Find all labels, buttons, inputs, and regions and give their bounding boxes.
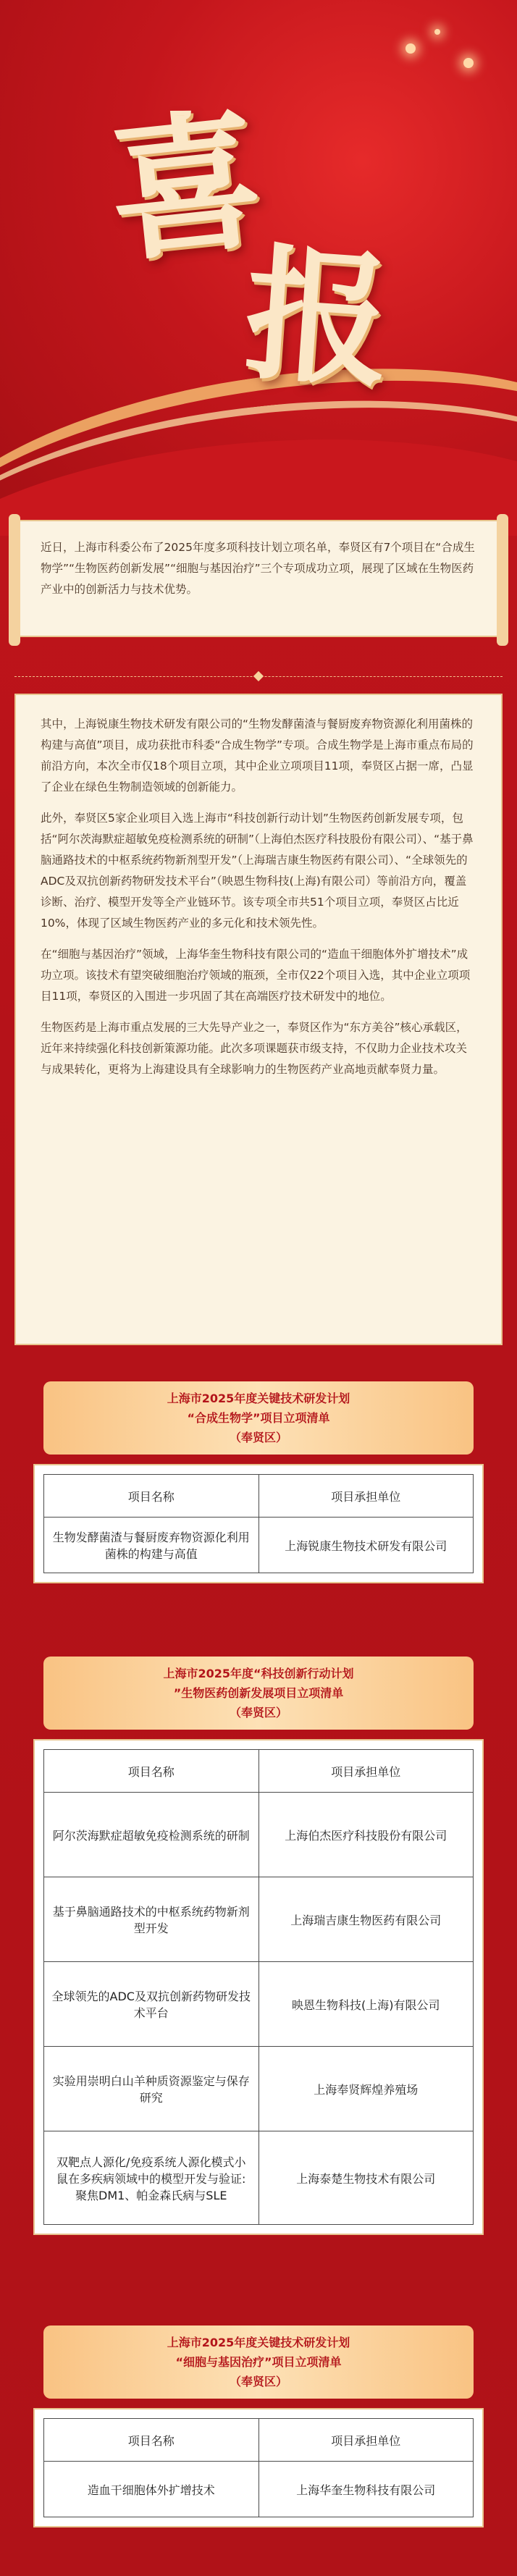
table-row xyxy=(44,1518,474,1573)
divider xyxy=(14,676,503,677)
section-title-line: （奉贤区） xyxy=(229,1431,287,1444)
sparkle-icon xyxy=(405,43,416,54)
section-title-line: （奉贤区） xyxy=(229,2375,287,2388)
hero-title xyxy=(101,65,413,408)
project-table-wrap xyxy=(33,1739,484,2235)
column-header: 项目承担单位 xyxy=(258,1475,474,1518)
column-header: 项目承担单位 xyxy=(258,2419,474,2462)
paragraph: 此外，奉贤区5家企业项目入选上海市“科技创新行动计划”生物医药创新发展专项，包括“阿尔茨海默症超敏免疫检测系统的研制”（上海伯杰医疗科技股份有限公司）、“基于鼻脑通路技术的中枢系统药物新剂型开发”（上海瑞吉康生物医药有限公司）、“全球领先的ADC及双抗创新药物研发技术平台”（映恩生物科技(上海)有限公司）等前沿方向，覆盖诊断、治疗、模型开发等全产业链环节。该专项全市共51个项目立项，奉贤区占比近10%，体现了区域生物医药产业的多元化和技术领先性。 xyxy=(41,812,474,930)
intro-text: 近日，上海市科委公布了2025年度多项科技计划立项名单，奉贤区有7个项目在“合成生物学”“生物医药创新发展”“细胞与基因治疗”三个专项成功立项，展现了区域在生物医药产业中的创新活力与技术优势。 xyxy=(41,541,475,596)
table-row xyxy=(44,2131,474,2225)
project-name-cell: 造血干细胞体外扩增技术 xyxy=(44,2462,259,2517)
table-header-row xyxy=(44,1750,474,1793)
sparkle-icon xyxy=(434,29,440,35)
table-header-row xyxy=(44,1475,474,1518)
intro-scroll xyxy=(14,520,503,637)
project-table xyxy=(43,1474,474,1573)
section-title-line: 上海市2025年度“科技创新行动计划 xyxy=(163,1667,354,1680)
section-title-line: ”生物医药创新发展项目立项清单 xyxy=(173,1686,344,1700)
section-header xyxy=(43,1657,474,1730)
column-header: 项目名称 xyxy=(44,1750,259,1793)
paragraph: 在“细胞与基因治疗”领域，上海华奎生物科技有限公司的“造血干细胞体外扩增技术”成功立项。该技术有望突破细胞治疗领域的瓶颈，全市仅22个项目入选，其中企业立项项目11项，奉贤区的入围进一步巩固了其在高端医疗技术研发中的地位。 xyxy=(41,948,471,1003)
project-name-cell: 基于鼻脑通路技术的中枢系统药物新剂型开发 xyxy=(44,1877,259,1962)
section-title-line: “细胞与基因治疗”项目立项清单 xyxy=(175,2355,342,2369)
divider-dot xyxy=(253,671,264,681)
article-body xyxy=(14,694,503,1345)
section-title-line: 上海市2025年度关键技术研发计划 xyxy=(167,1392,350,1405)
paragraph: 其中，上海锐康生物技术研发有限公司的“生物发酵菌渣与餐厨废弃物资源化利用菌株的构建与高值”项目，成功获批市科委“合成生物学”专项。合成生物学是上海市重点布局的前沿方向，本次全市仅18个项目立项，其中企业立项项目11项，奉贤区占据一席，凸显了企业在绿色生物制造领域的创新能力。 xyxy=(41,717,474,794)
project-unit-cell: 上海泰楚生物技术有限公司 xyxy=(258,2131,474,2225)
table-header-row xyxy=(44,2419,474,2462)
hero-char: 喜 xyxy=(101,89,272,284)
table-row xyxy=(44,1793,474,1877)
section-title-line: “合成生物学”项目立项清单 xyxy=(187,1411,330,1425)
table-row xyxy=(44,1877,474,1962)
project-table-wrap xyxy=(33,2408,484,2527)
table-row xyxy=(44,1962,474,2047)
project-unit-cell: 上海锐康生物技术研发有限公司 xyxy=(258,1518,474,1573)
project-name-cell: 全球领先的ADC及双抗创新药物研发技术平台 xyxy=(44,1962,259,2047)
column-header: 项目名称 xyxy=(44,1475,259,1518)
project-name-cell: 生物发酵菌渣与餐厨废弃物资源化利用菌株的构建与高值 xyxy=(44,1518,259,1573)
hero-char: 报 xyxy=(239,228,396,408)
project-unit-cell: 映恩生物科技(上海)有限公司 xyxy=(258,1962,474,2047)
project-name-cell: 阿尔茨海默症超敏免疫检测系统的研制 xyxy=(44,1793,259,1877)
table-row xyxy=(44,2047,474,2131)
section-title-line: （奉贤区） xyxy=(229,1706,287,1720)
paragraph: 生物医药是上海市重点发展的三大先导产业之一，奉贤区作为“东方美谷”核心承载区，近年来持续强化科技创新策源功能。此次多项课题获市级支持，不仅助力企业技术攻关与成果转化，更将为上海建设具有全球影响力的生物医药产业高地贡献奉贤力量。 xyxy=(41,1021,468,1076)
project-unit-cell: 上海瑞吉康生物医药有限公司 xyxy=(258,1877,474,1962)
project-table xyxy=(43,1749,474,2225)
hero-banner xyxy=(0,0,517,536)
column-header: 项目承担单位 xyxy=(258,1750,474,1793)
sparkle-icon xyxy=(463,58,474,68)
project-unit-cell: 上海伯杰医疗科技股份有限公司 xyxy=(258,1793,474,1877)
column-header: 项目名称 xyxy=(44,2419,259,2462)
project-unit-cell: 上海奉贤辉煌养殖场 xyxy=(258,2047,474,2131)
section-header xyxy=(43,2325,474,2399)
table-row xyxy=(44,2462,474,2517)
section-title-line: 上海市2025年度关键技术研发计划 xyxy=(167,2336,350,2349)
project-table xyxy=(43,2418,474,2517)
section-header xyxy=(43,1381,474,1455)
project-unit-cell: 上海华奎生物科技有限公司 xyxy=(258,2462,474,2517)
project-name-cell: 实验用崇明白山羊种质资源鉴定与保存研究 xyxy=(44,2047,259,2131)
project-name-cell: 双靶点人源化/免疫系统人源化模式小鼠在多疾病领域中的模型开发与验证: 聚焦DM1、帕金森氏病与SLE xyxy=(44,2131,259,2225)
project-table-wrap xyxy=(33,1464,484,1583)
